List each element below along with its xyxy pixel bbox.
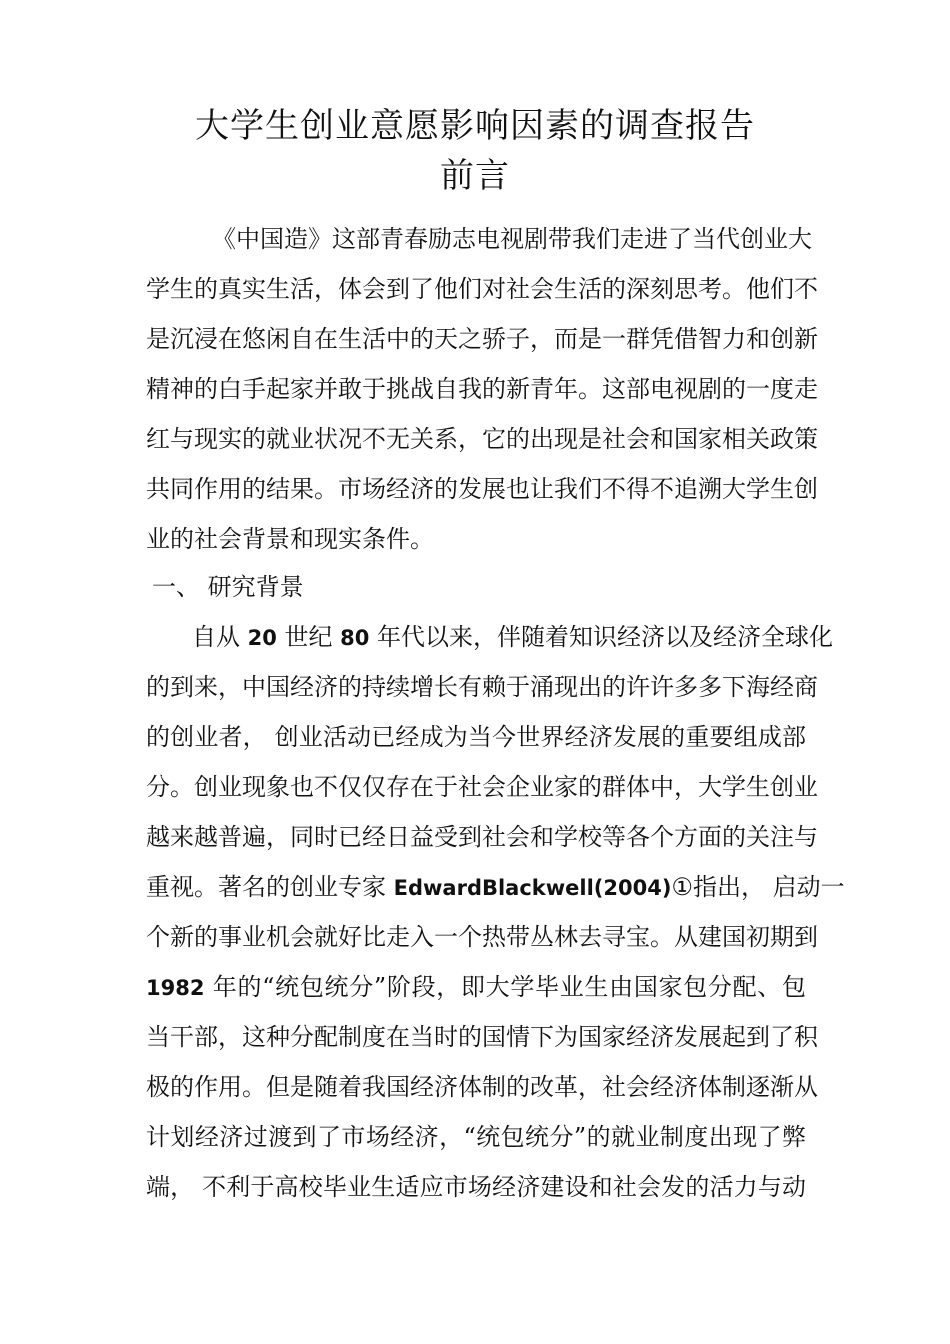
preface-line: 《中国造》这部青春励志电视剧带我们走进了当代创业大 bbox=[212, 225, 812, 253]
body-line: 极的作用。但是随着我国经济体制的改革，社会经济体制逐渐从 bbox=[146, 1073, 818, 1101]
author-citation: EdwardBlackwell(2004) bbox=[393, 876, 672, 900]
preface-line: 红与现实的就业状况不无关系，它的出现是社会和国家相关政策 bbox=[146, 425, 818, 453]
body-line: 自从 20 世纪 80 年代以来，伴随着知识经济以及经济全球化 bbox=[192, 623, 834, 651]
body-line: 重视。著名的创业专家 EdwardBlackwell(2004)①指出， 启动一 bbox=[146, 873, 845, 901]
preface-line: 业的社会背景和现实条件。 bbox=[146, 525, 434, 553]
body-line: 的到来，中国经济的持续增长有赖于涌现出的许许多多下海经商 bbox=[146, 673, 818, 701]
preface-heading: 前言 bbox=[440, 156, 510, 196]
preface-line: 是沉浸在悠闲自在生活中的天之骄子，而是一群凭借智力和创新 bbox=[146, 325, 818, 353]
preface-line: 共同作用的结果。市场经济的发展也让我们不得不追溯大学生创 bbox=[146, 475, 818, 503]
body-line: 计划经济过渡到了市场经济，“统包统分”的就业制度出现了弊 bbox=[146, 1123, 806, 1151]
body-line: 分。创业现象也不仅仅存在于社会企业家的群体中，大学生创业 bbox=[146, 773, 818, 801]
body-line: 端， 不利于高校毕业生适应市场经济建设和社会发的活力与动 bbox=[146, 1173, 806, 1201]
preface-line: 精神的白手起家并敢于挑战自我的新青年。这部电视剧的一度走 bbox=[146, 375, 818, 403]
body-line: 的创业者， 创业活动已经成为当今世界经济发展的重要组成部 bbox=[146, 723, 806, 751]
document-title: 大学生创业意愿影响因素的调查报告 bbox=[195, 106, 755, 146]
body-line: 越来越普遍，同时已经日益受到社会和学校等各个方面的关注与 bbox=[146, 823, 818, 851]
body-line: 当干部，这种分配制度在当时的国情下为国家经济发展起到了积 bbox=[146, 1023, 818, 1051]
section-heading: 一、 研究背景 bbox=[152, 573, 304, 601]
body-line: 1982 年的“统包统分”阶段，即大学毕业生由国家包分配、包 bbox=[146, 973, 806, 1001]
preface-line: 学生的真实生活，体会到了他们对社会生活的深刻思考。他们不 bbox=[146, 275, 818, 303]
body-line: 个新的事业机会就好比走入一个热带丛林去寻宝。从建国初期到 bbox=[146, 923, 818, 951]
